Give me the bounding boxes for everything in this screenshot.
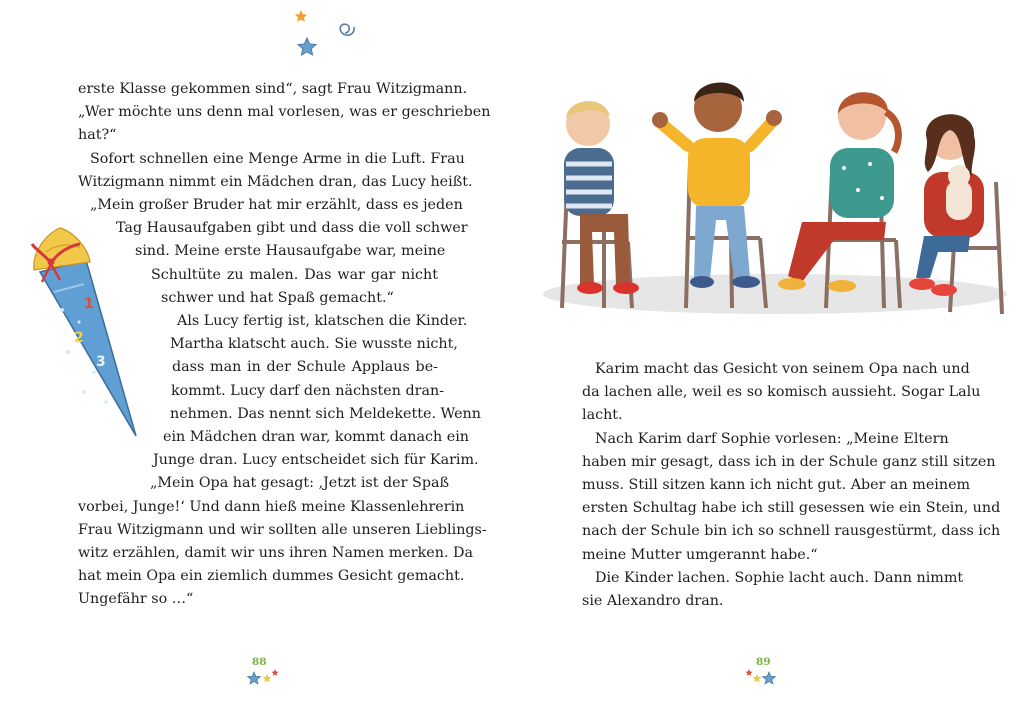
star-icon (271, 669, 278, 676)
text-line: erste Klasse gekommen sind“, sagt Frau Witzigmann. (78, 81, 468, 97)
text-line: meine Mutter umgerannt habe.“ (582, 546, 818, 563)
text-line: Martha klatscht auch. Sie wusste nicht, (170, 336, 458, 353)
star-icon (263, 674, 272, 682)
text-line: Sofort schnellen eine Menge Arme in die Luft. Frau (90, 150, 465, 167)
text-line: Karim macht das Gesicht von seinem Opa nach und (595, 361, 970, 377)
right-page (510, 0, 1020, 720)
text-line: nach der Schule bin ich so schnell rausgestürmt, dass ich (582, 523, 1001, 540)
page-number-stars-left (246, 668, 282, 688)
text-line: ersten Schultag habe ich still gesessen wie ein Stein, und (582, 500, 1001, 517)
children-on-chairs-illustration (540, 72, 1010, 328)
text-line: hat mein Opa ein ziemlich dummes Gesicht gemacht. (78, 568, 465, 585)
text-line: Frau Witzigmann und wir sollten alle unseren Lieblings- (78, 521, 487, 538)
text-line: „Wer möchte uns denn mal vorlesen, was er geschrieben (78, 104, 491, 121)
star-icon (753, 674, 762, 682)
text-line: muss. Still sitzen kann ich nicht gut. Aber an meinem (582, 477, 971, 494)
text-line: lacht. (582, 407, 623, 424)
cone-number-1: 1 (84, 296, 94, 312)
text-line: Ungefähr so …“ (78, 591, 194, 608)
text-line: kommt. Lucy darf den nächsten dran- (171, 382, 445, 399)
text-line: Die Kinder lachen. Sophie lacht auch. Dann nimmt (595, 569, 964, 586)
text-line: Witzigmann nimmt ein Mädchen dran, das Lucy heißt. (78, 173, 473, 190)
right-page-text (510, 358, 1020, 613)
text-line: sie Alexandro dran. (582, 593, 724, 610)
star-icon (248, 672, 261, 684)
page-number-left: 88 (252, 656, 267, 668)
text-line: haben mir gesagt, dass ich in der Schule ganz still sitzen (582, 453, 996, 470)
swirl-icon (340, 24, 354, 35)
page-number-right: 89 (756, 656, 771, 668)
cone-number-2: 2 (74, 330, 84, 346)
text-line: „Mein großer Bruder hat mir erzählt, dass es jeden (90, 197, 463, 214)
text-line: Nach Karim darf Sophie vorlesen: „Meine Eltern (595, 430, 949, 447)
left-page-text (0, 78, 510, 612)
blue-star-icon (298, 38, 316, 55)
text-line: dass man in der Schule Applaus be- (172, 359, 438, 376)
cone-number-3: 3 (96, 354, 106, 370)
text-line: Als Lucy fertig ist, klatschen die Kinder. (177, 313, 468, 330)
page-number-stars-right (742, 668, 778, 688)
text-line: witz erzählen, damit wir uns ihren Namen merken. Da (78, 545, 473, 562)
text-line: „Mein Opa hat gesagt: ‚Jetzt ist der Spaß (150, 475, 450, 492)
star-icon (763, 672, 776, 684)
text-line: ein Mädchen dran war, kommt danach ein (163, 429, 469, 446)
text-line: schwer und hat Spaß gemacht.“ (161, 289, 394, 306)
text-line: da lachen alle, weil es so komisch aussieht. Sogar Lalu (582, 384, 981, 401)
decoration-stars-swirl (290, 6, 360, 60)
text-line: hat?“ (78, 127, 117, 144)
text-line: Schultüte zu malen. Das war gar nicht (151, 266, 438, 283)
text-line: vorbei, Junge!‘ Und dann hieß meine Klassenlehrerin (78, 498, 465, 515)
text-line: sind. Meine erste Hausaufgabe war, meine (135, 243, 446, 260)
text-line: Junge dran. Lucy entscheidet sich für Karim. (153, 452, 479, 469)
text-line: Tag Hausaufgaben gibt und dass die voll schwer (116, 220, 468, 237)
small-star-icon (295, 10, 307, 22)
text-line: nehmen. Das nennt sich Meldekette. Wenn (170, 405, 481, 422)
star-icon (745, 669, 752, 676)
